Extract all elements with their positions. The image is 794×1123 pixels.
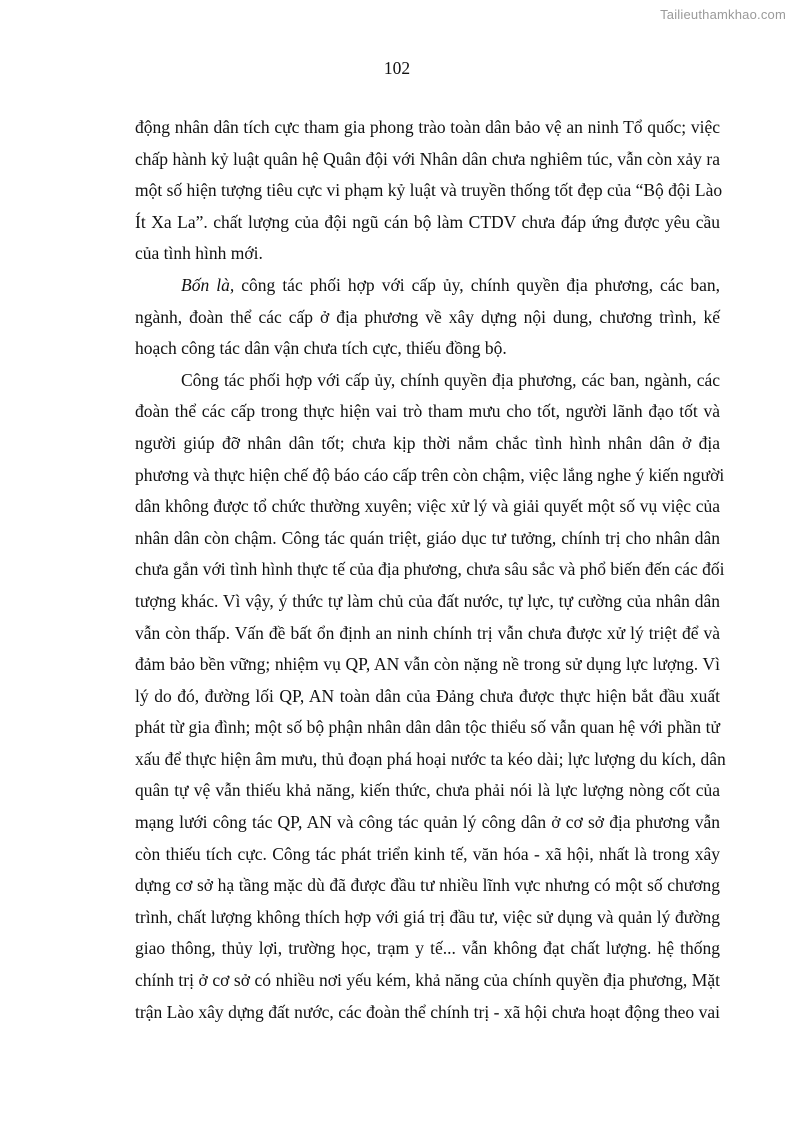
paragraph-1 bbox=[135, 112, 723, 270]
text-line: động nhân dân tích cực tham gia phong trào toàn dân bảo vệ an ninh Tổ quốc; việc bbox=[135, 117, 720, 137]
text-line: quân tự vệ vẫn thiếu khả năng, kiến thức, chưa phải nói là lực lượng nòng cốt của bbox=[135, 780, 720, 801]
paragraph-3 bbox=[135, 365, 726, 1028]
text-line: mạng lưới công tác QP, AN và công tác quản lý công dân ở cơ sở địa phương vẫn bbox=[135, 812, 720, 833]
text-line: chưa gắn với tình hình thực tế của địa phương, chưa sâu sắc và phổ biến đến các đối bbox=[135, 559, 725, 580]
text-line: dân không được tổ chức thường xuyên; việc xử lý và giải quyết một số vụ việc của bbox=[135, 496, 720, 517]
text-line: đảm bảo bền vững; nhiệm vụ QP, AN vẫn còn nặng nề trong sử dụng lực lượng. Vì bbox=[135, 654, 720, 675]
text-line: một số hiện tượng tiêu cực vi phạm kỷ luật và truyền thống tốt đẹp của “Bộ đội Lào bbox=[135, 180, 723, 201]
text-line bbox=[135, 270, 720, 302]
document-body bbox=[135, 112, 726, 1028]
text-line: trận Lào xây dựng đất nước, các đoàn thể chính trị - xã hội chưa hoạt động theo vai bbox=[135, 1001, 720, 1022]
text-line: ngành, đoàn thể các cấp ở địa phương về xây dựng nội dung, chương trình, kế bbox=[135, 306, 720, 327]
text-run: công tác phối hợp với cấp ủy, chính quyền địa phương, các ban, bbox=[234, 274, 720, 295]
text-line: đoàn thể các cấp trong thực hiện vai trò tham mưu cho tốt, người lãnh đạo tốt và bbox=[135, 401, 720, 422]
text-line: xấu để thực hiện âm mưu, thủ đoạn phá hoại nước ta kéo dài; lực lượng du kích, dân bbox=[135, 748, 726, 769]
text-line: của tình hình mới. bbox=[135, 243, 263, 264]
text-line: trình, chất lượng không thích hợp với giá trị đầu tư, việc sử dụng và quản lý đường bbox=[135, 906, 720, 927]
text-line: chấp hành kỷ luật quân hệ Quân đội với Nhân dân chưa nghiêm túc, vẫn còn xảy ra bbox=[135, 148, 720, 169]
text-line: chính trị ở cơ sở có nhiều nơi yếu kém, khả năng của chính quyền địa phương, Mặt bbox=[135, 970, 720, 991]
text-line: Ít Xa La”. chất lượng của đội ngũ cán bộ làm CTDV chưa đáp ứng được yêu cầu bbox=[135, 211, 720, 232]
text-line: giao thông, thủy lợi, trường học, trạm y tế... vẫn không đạt chất lượng. hệ thống bbox=[135, 938, 720, 959]
page-number: 102 bbox=[383, 58, 411, 78]
text-line: tượng khác. Vì vậy, ý thức tự làm chủ của đất nước, tự lực, tự cường của nhân dân bbox=[135, 590, 720, 611]
text-line: dựng cơ sở hạ tầng mặc dù đã được đầu tư nhiều lĩnh vực nhưng có một số chương bbox=[135, 875, 720, 896]
italic-lead: Bốn là, bbox=[181, 274, 235, 295]
watermark-text: Tailieuthamkhao.com bbox=[660, 7, 786, 22]
text-line: phương và thực hiện chế độ báo cáo cấp trên còn chậm, việc lắng nghe ý kiến người bbox=[135, 464, 725, 485]
text-line: nhân dân còn chậm. Công tác quán triệt, giáo dục tư tưởng, chính trị cho nhân dân bbox=[135, 527, 720, 548]
paragraph-2 bbox=[135, 270, 720, 365]
text-line: lý do đó, đường lối QP, AN toàn dân của Đảng chưa được thực hiện bắt đầu xuất bbox=[135, 685, 720, 706]
text-line: vẫn còn thấp. Vấn đề bất ổn định an ninh chính trị vẫn chưa được xử lý triệt để và bbox=[135, 622, 720, 643]
text-line: phát từ gia đình; một số bộ phận nhân dân dân tộc thiểu số vẫn quan hệ với phần tử bbox=[135, 717, 720, 738]
text-line: người giúp đỡ nhân dân tốt; chưa kịp thời nắm chắc tình hình nhân dân ở địa bbox=[135, 432, 720, 453]
text-line: hoạch công tác dân vận chưa tích cực, thiếu đồng bộ. bbox=[135, 338, 507, 359]
text-line: còn thiếu tích cực. Công tác phát triển kinh tế, văn hóa - xã hội, nhất là trong xây bbox=[135, 843, 720, 864]
text-line: Công tác phối hợp với cấp ủy, chính quyền địa phương, các ban, ngành, các bbox=[181, 369, 720, 390]
